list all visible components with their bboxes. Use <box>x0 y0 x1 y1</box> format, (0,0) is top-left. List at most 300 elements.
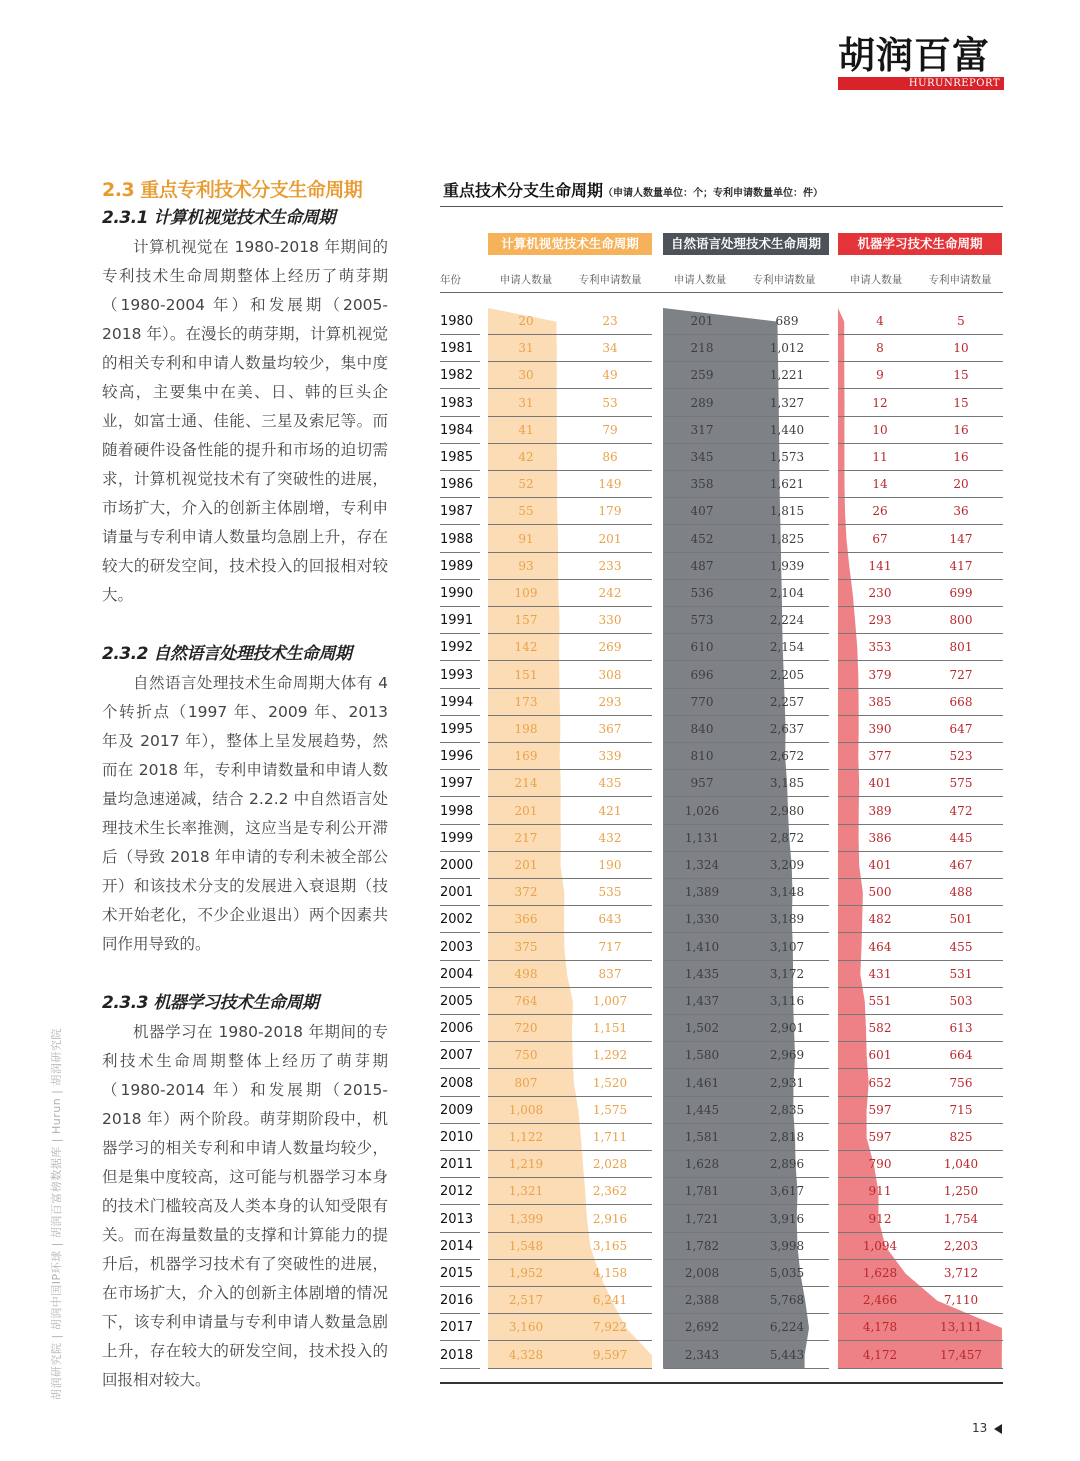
row-year: 1993 <box>440 667 474 683</box>
cv-applicants-cell: 142 <box>514 640 538 655</box>
col-header-ml-applicants: 申请人数量 <box>849 274 903 286</box>
ml-paragraph: 机器学习在 1980-2018 年期间的专利技术生命周期整体上经历了萌芽期（1980-2014 年）和发展期（2015-2018 年）两个阶段。萌芽期阶段中，机器学习的相关专利和申请人数量均较少，但是集中度较高，这可能与机器学习本身的技术门槛较高及人类本身的认知受限有关。而在海量数量的支撑和计算能力的提升后，机器学习技术有了突破性的进展，在市场扩大，介入的创新主体剧增的情况下，该专利申请量与专利申请人数量急剧上升，存在较大的研发空间，技术投入的回报相对较大。 <box>102 1023 388 1389</box>
cv-patents-cell: 1,151 <box>592 1021 628 1036</box>
table-row <box>440 390 1003 417</box>
table-row <box>440 1342 1003 1369</box>
nlp-patents-cell: 1,825 <box>769 531 805 546</box>
ml-patents-cell: 668 <box>949 694 973 709</box>
row-year: 1996 <box>440 749 474 765</box>
ml-patents-cell: 1,040 <box>943 1157 979 1172</box>
cv-patents-cell: 837 <box>598 966 622 981</box>
cv-applicants-cell: 214 <box>514 776 538 791</box>
ml-applicants-cell: 4 <box>876 314 884 328</box>
ml-patents-cell: 801 <box>949 640 973 655</box>
table-row <box>440 879 1003 906</box>
nlp-patents-cell: 1,621 <box>769 477 805 492</box>
row-year: 2002 <box>440 912 474 928</box>
cv-applicants-cell: 1,219 <box>508 1157 544 1172</box>
cv-patents-cell: 53 <box>602 395 618 410</box>
ml-patents-cell: 467 <box>949 858 973 872</box>
nlp-subtitle: 2.3.2 自然语言处理技术生命周期 <box>102 644 352 664</box>
ml-patents-cell: 800 <box>949 613 973 628</box>
ml-patents-cell: 455 <box>949 939 973 954</box>
ml-applicants-cell: 26 <box>872 504 888 519</box>
table-row <box>440 526 1003 553</box>
cv-applicants-cell: 93 <box>518 558 534 573</box>
nlp-patents-cell: 3,148 <box>769 885 805 900</box>
ml-applicants-cell: 377 <box>868 749 892 764</box>
nlp-applicants-cell: 2,692 <box>684 1320 720 1335</box>
cv-patents-cell: 149 <box>598 477 622 492</box>
nlp-patents-cell: 3,617 <box>769 1184 805 1199</box>
cv-applicants-cell: 20 <box>518 314 534 328</box>
table-row <box>440 1178 1003 1205</box>
table-row <box>440 825 1003 852</box>
cv-applicants-cell: 1,952 <box>508 1266 544 1280</box>
nlp-patents-cell: 2,980 <box>769 803 805 818</box>
row-year: 2005 <box>440 994 474 1009</box>
table-row <box>440 1124 1003 1151</box>
nlp-patents-cell: 3,209 <box>769 858 805 872</box>
table-row <box>440 689 1003 716</box>
nlp-applicants-cell: 1,435 <box>684 966 720 981</box>
nlp-applicants-cell: 452 <box>690 531 714 546</box>
nlp-applicants-cell: 1,581 <box>684 1130 720 1144</box>
row-year: 1999 <box>440 830 474 846</box>
table-row <box>440 988 1003 1015</box>
nlp-patents-cell: 1,327 <box>769 395 805 410</box>
ml-applicants-cell: 2,466 <box>862 1293 898 1308</box>
row-year: 2007 <box>440 1048 474 1064</box>
nlp-applicants-cell: 610 <box>690 640 714 655</box>
ml-patents-cell: 488 <box>949 885 973 900</box>
cv-patents-cell: 1,292 <box>592 1048 628 1063</box>
row-year: 1995 <box>440 722 474 737</box>
nlp-patents-cell: 2,257 <box>769 694 805 709</box>
table-row <box>440 1151 1003 1178</box>
row-year: 1984 <box>440 422 474 438</box>
nlp-patents-cell: 2,931 <box>769 1075 805 1090</box>
cv-patents-cell: 201 <box>598 531 622 546</box>
cv-patents-cell: 432 <box>598 830 622 845</box>
cv-patents-cell: 308 <box>598 667 622 682</box>
row-year: 2011 <box>440 1157 474 1173</box>
nlp-patents-cell: 3,107 <box>769 939 805 954</box>
ml-patents-cell: 36 <box>953 504 969 519</box>
nlp-patents-cell: 3,189 <box>769 912 805 927</box>
nlp-patents-cell: 5,035 <box>769 1266 805 1280</box>
row-year: 1986 <box>440 477 474 493</box>
ml-applicants-cell: 652 <box>868 1075 892 1090</box>
ml-patents-cell: 501 <box>949 912 973 927</box>
ml-patents-cell: 20 <box>953 477 969 492</box>
cv-patents-cell: 339 <box>598 749 622 764</box>
row-year: 2008 <box>440 1075 474 1091</box>
row-year: 1987 <box>440 504 474 520</box>
row-year: 2009 <box>440 1102 474 1118</box>
ml-patents-cell: 1,250 <box>943 1184 979 1199</box>
table-row <box>440 770 1003 797</box>
row-year: 2014 <box>440 1238 474 1254</box>
nlp-applicants-cell: 317 <box>690 422 714 437</box>
ml-applicants-cell: 431 <box>868 966 892 981</box>
ml-applicants-cell: 12 <box>872 395 888 410</box>
table-row <box>440 607 1003 634</box>
row-year: 2006 <box>440 1021 474 1037</box>
ml-applicants-cell: 11 <box>872 450 888 464</box>
cv-patents-cell: 4,158 <box>592 1266 628 1280</box>
ml-applicants-cell: 1,094 <box>862 1238 898 1253</box>
ml-applicants-cell: 597 <box>868 1130 892 1144</box>
nlp-applicants-cell: 1,721 <box>684 1211 720 1226</box>
nlp-patents-cell: 1,221 <box>769 368 805 383</box>
ml-patents-cell: 2,203 <box>943 1238 979 1253</box>
table-row <box>440 580 1003 607</box>
nlp-applicants-cell: 259 <box>690 368 714 383</box>
ml-applicants-cell: 912 <box>868 1211 892 1226</box>
ml-applicants-cell: 230 <box>868 586 892 600</box>
row-divider <box>664 1368 829 1369</box>
ml-patents-cell: 727 <box>949 667 973 682</box>
ml-patents-cell: 417 <box>949 558 973 573</box>
nlp-applicants-cell: 1,461 <box>684 1075 720 1090</box>
table-row <box>440 417 1003 444</box>
row-year: 2010 <box>440 1130 474 1145</box>
table-row <box>440 961 1003 988</box>
row-year: 1989 <box>440 558 474 574</box>
nlp-applicants-cell: 1,131 <box>684 830 720 845</box>
ml-applicants-cell: 379 <box>868 667 892 682</box>
nlp-applicants-cell: 536 <box>690 586 714 600</box>
table-row <box>440 1206 1003 1233</box>
nlp-patents-cell: 6,224 <box>769 1320 805 1335</box>
table-row <box>440 1314 1003 1341</box>
ml-applicants-cell: 551 <box>868 994 892 1008</box>
cv-patents-cell: 367 <box>598 722 622 736</box>
nlp-patents-cell: 1,939 <box>769 558 805 573</box>
row-divider <box>440 1368 480 1369</box>
table-row <box>440 634 1003 661</box>
nlp-applicants-cell: 1,445 <box>684 1102 720 1117</box>
cv-paragraph: 计算机视觉在 1980-2018 年期间的专利技术生命周期整体上经历了萌芽期（1980-2004 年）和发展期（2005-2018 年）。在漫长的萌芽期，计算机视觉的相关专利和申请人数量均较少，集中度较高，主要集中在美、日、韩的巨头企业，如富士通、佳能、三星及索尼等。而随着硬件设备性能的提升和市场的迫切需求，计算机视觉技术有了突破性的进展，市场扩大，介入的创新主体剧增，专利申请量与专利申请人数量均急剧上升，存在较大的研发空间，技术投入的回报相对较大。 <box>102 238 388 604</box>
ml-applicants-cell: 790 <box>868 1157 892 1172</box>
ml-applicants-cell: 4,178 <box>862 1320 898 1335</box>
nlp-patents-cell: 2,154 <box>769 640 805 655</box>
table-row <box>440 471 1003 498</box>
ml-patents-cell: 147 <box>949 531 973 546</box>
cv-applicants-cell: 169 <box>514 749 538 764</box>
row-year: 1997 <box>440 776 474 792</box>
cv-patents-cell: 242 <box>598 586 622 600</box>
table-row <box>440 1070 1003 1097</box>
table-row <box>440 553 1003 580</box>
ml-applicants-cell: 597 <box>868 1102 892 1117</box>
ml-applicants-cell: 386 <box>868 830 892 845</box>
cv-patents-cell: 293 <box>598 694 622 709</box>
nlp-patents-cell: 5,768 <box>769 1293 805 1308</box>
nlp-applicants-cell: 1,410 <box>684 939 720 954</box>
ml-applicants-cell: 8 <box>876 341 884 356</box>
ml-patents-cell: 7,110 <box>943 1293 979 1308</box>
table-row <box>440 444 1003 471</box>
table-row <box>440 662 1003 689</box>
nlp-patents-cell: 3,998 <box>769 1238 805 1253</box>
ml-patents-cell: 664 <box>949 1048 973 1063</box>
row-year: 2004 <box>440 966 474 982</box>
row-divider <box>838 1368 1003 1369</box>
col-header-nlp-patents: 专利申请数量 <box>752 274 816 286</box>
table-row <box>440 1233 1003 1260</box>
ml-patents-cell: 503 <box>949 994 973 1008</box>
nlp-applicants-cell: 2,343 <box>684 1347 720 1362</box>
row-year: 1988 <box>440 531 474 547</box>
ml-patents-cell: 531 <box>949 966 973 981</box>
cv-applicants-cell: 31 <box>518 341 534 356</box>
row-year: 1990 <box>440 586 474 601</box>
nlp-applicants-cell: 1,782 <box>684 1238 720 1253</box>
nlp-patents-cell: 3,916 <box>769 1211 805 1226</box>
ml-applicants-cell: 9 <box>876 368 884 383</box>
ml-patents-cell: 825 <box>949 1130 973 1144</box>
row-year: 1982 <box>440 368 474 384</box>
nlp-applicants-cell: 573 <box>690 613 714 628</box>
nlp-patents-cell: 2,818 <box>769 1130 805 1144</box>
ml-applicants-cell: 911 <box>868 1184 892 1199</box>
table-row <box>440 498 1003 525</box>
cv-patents-cell: 49 <box>602 368 618 383</box>
cv-applicants-cell: 750 <box>514 1048 538 1063</box>
table-row <box>440 1097 1003 1124</box>
cv-applicants-cell: 151 <box>514 667 538 682</box>
cv-applicants-cell: 375 <box>514 939 538 954</box>
ml-patents-cell: 5 <box>957 314 965 328</box>
ml-patents-cell: 10 <box>953 341 969 356</box>
ml-applicants-cell: 601 <box>868 1048 892 1063</box>
nlp-patents-cell: 2,969 <box>769 1048 805 1063</box>
cv-patents-cell: 643 <box>598 912 622 927</box>
cv-patents-cell: 190 <box>598 858 622 872</box>
cv-applicants-cell: 30 <box>518 368 534 383</box>
cv-patents-cell: 535 <box>598 885 622 900</box>
ml-patents-cell: 15 <box>953 395 969 410</box>
nlp-patents-cell: 2,896 <box>769 1157 805 1172</box>
cv-applicants-cell: 109 <box>514 586 538 600</box>
cv-applicants-cell: 720 <box>514 1021 538 1036</box>
nlp-applicants-cell: 1,026 <box>684 803 720 818</box>
nlp-applicants-cell: 1,330 <box>684 912 720 927</box>
row-year: 2017 <box>440 1320 474 1336</box>
cv-applicants-cell: 1,122 <box>508 1130 544 1144</box>
nlp-patents-cell: 1,440 <box>769 422 805 437</box>
cv-applicants-cell: 91 <box>518 531 534 546</box>
nlp-patents-cell: 2,901 <box>769 1021 805 1036</box>
section-title: 2.3 重点专利技术分支生命周期 <box>102 179 363 201</box>
nlp-patents-cell: 2,637 <box>769 722 805 736</box>
row-year: 2001 <box>440 885 474 901</box>
ml-patents-cell: 445 <box>949 830 973 845</box>
nlp-applicants-cell: 218 <box>690 341 714 356</box>
row-year: 2003 <box>440 939 474 955</box>
row-year: 1983 <box>440 395 474 411</box>
cv-applicants-cell: 1,008 <box>508 1102 544 1117</box>
page-number: 13 <box>972 1421 988 1435</box>
nlp-applicants-cell: 1,580 <box>684 1048 720 1063</box>
ml-applicants-cell: 401 <box>868 858 892 872</box>
table-title-main: 重点技术分支生命周期 <box>443 181 604 200</box>
cv-applicants-cell: 31 <box>518 395 534 410</box>
nlp-applicants-cell: 840 <box>690 722 714 736</box>
cv-applicants-cell: 764 <box>514 994 538 1008</box>
group-header-ml: 机器学习技术生命周期 <box>838 233 1002 255</box>
cv-applicants-cell: 42 <box>518 450 534 464</box>
nlp-patents-cell: 1,012 <box>769 341 805 356</box>
cv-patents-cell: 86 <box>602 450 618 464</box>
nlp-applicants-cell: 289 <box>690 395 714 410</box>
cv-applicants-cell: 372 <box>514 885 538 900</box>
cv-patents-cell: 1,711 <box>592 1130 628 1144</box>
ml-patents-cell: 16 <box>953 422 969 437</box>
nlp-applicants-cell: 1,324 <box>684 858 720 872</box>
ml-patents-cell: 715 <box>949 1102 973 1117</box>
col-header-nlp-applicants: 申请人数量 <box>673 274 727 286</box>
ml-patents-cell: 613 <box>949 1021 973 1036</box>
logo-cn-text: 胡润百富 <box>838 34 990 77</box>
nlp-patents-cell: 2,104 <box>769 586 805 600</box>
nlp-patents-cell: 2,872 <box>769 830 805 845</box>
cv-patents-cell: 717 <box>598 939 622 954</box>
cv-applicants-cell: 366 <box>514 912 538 927</box>
cv-patents-cell: 2,916 <box>592 1211 628 1226</box>
nlp-applicants-cell: 1,502 <box>684 1021 720 1036</box>
nlp-applicants-cell: 345 <box>690 450 714 464</box>
cv-patents-cell: 79 <box>602 422 618 437</box>
group-header-nlp: 自然语言处理技术生命周期 <box>663 233 829 255</box>
row-year: 1991 <box>440 613 474 629</box>
nlp-applicants-cell: 487 <box>690 558 714 573</box>
ml-patents-cell: 13,111 <box>940 1320 982 1335</box>
ml-applicants-cell: 293 <box>868 613 892 628</box>
ml-applicants-cell: 464 <box>868 939 892 954</box>
nlp-patents-cell: 3,172 <box>769 966 805 981</box>
nlp-patents-cell: 2,835 <box>769 1102 805 1117</box>
row-year: 2013 <box>440 1211 474 1227</box>
nlp-applicants-cell: 2,388 <box>684 1293 720 1308</box>
side-vertical-text: 胡润研究院 | 胡润中国IP环球 | 胡润百富榜数据库 | Hurun | 胡润研究院 <box>50 1028 63 1400</box>
ml-patents-cell: 699 <box>949 586 973 600</box>
ml-patents-cell: 647 <box>949 722 973 736</box>
ml-applicants-cell: 1,628 <box>862 1266 898 1280</box>
nlp-patents-cell: 1,573 <box>769 450 805 464</box>
cv-patents-cell: 6,241 <box>592 1293 628 1308</box>
row-year: 2018 <box>440 1347 474 1363</box>
nlp-applicants-cell: 1,389 <box>684 885 720 900</box>
row-year: 2000 <box>440 858 474 873</box>
table-row <box>440 716 1003 743</box>
nlp-patents-cell: 2,672 <box>769 749 805 764</box>
ml-patents-cell: 523 <box>949 749 973 764</box>
table-unit-note: （申请人数量单位：个；专利申请数量单位：件） <box>603 188 824 199</box>
col-header-cv-patents: 专利申请数量 <box>578 274 642 286</box>
ml-applicants-cell: 10 <box>872 422 888 437</box>
ml-applicants-cell: 14 <box>872 477 888 492</box>
nlp-patents-cell: 3,185 <box>769 776 805 791</box>
ml-patents-cell: 3,712 <box>943 1266 979 1280</box>
ml-patents-cell: 756 <box>949 1075 973 1090</box>
ml-applicants-cell: 353 <box>868 640 892 655</box>
cv-patents-cell: 421 <box>598 803 622 818</box>
table-row <box>440 1287 1003 1314</box>
nlp-applicants-cell: 358 <box>690 477 714 492</box>
cv-patents-cell: 1,520 <box>592 1075 628 1090</box>
cv-patents-cell: 2,362 <box>592 1184 628 1199</box>
cv-patents-cell: 7,922 <box>592 1320 628 1335</box>
page-arrow-icon <box>994 1424 1002 1434</box>
logo-en-text: HURUNREPORT <box>838 77 1004 90</box>
nlp-paragraph: 自然语言处理技术生命周期大体有 4 个转折点（1997 年、2009 年、2013 年及 2017 年），整体上呈发展趋势，然而在 2018 年，专利申请数量和申请人数量均急速递减，结合 2.2.2 中自然语言处理技术生长率推测，这应当是专利公开滞后（导致 2018 年申请的专利未被全部公开）和该技术分支的发展进入衰退期（技术开始老化，不少企业退出）两个因素共同作用导致的。 <box>102 674 388 953</box>
ml-applicants-cell: 141 <box>868 558 892 573</box>
row-year: 2012 <box>440 1184 474 1200</box>
table-row <box>440 906 1003 933</box>
row-year: 1980 <box>440 314 474 329</box>
nlp-patents-cell: 5,443 <box>769 1347 805 1362</box>
cv-applicants-cell: 498 <box>514 966 538 981</box>
cv-patents-cell: 2,028 <box>592 1157 628 1172</box>
nlp-patents-cell: 3,116 <box>769 994 805 1008</box>
ml-subtitle: 2.3.3 机器学习技术生命周期 <box>102 993 319 1013</box>
ml-applicants-cell: 401 <box>868 776 892 791</box>
cv-patents-cell: 179 <box>598 504 622 519</box>
cv-applicants-cell: 55 <box>518 504 534 519</box>
cv-patents-cell: 9,597 <box>592 1347 628 1362</box>
row-year: 1994 <box>440 694 474 710</box>
cv-applicants-cell: 1,548 <box>508 1238 544 1253</box>
row-year: 1981 <box>440 341 474 357</box>
cv-applicants-cell: 3,160 <box>508 1320 544 1335</box>
ml-applicants-cell: 582 <box>868 1021 892 1036</box>
cv-applicants-cell: 201 <box>514 858 538 872</box>
ml-applicants-cell: 385 <box>868 694 892 709</box>
cv-applicants-cell: 52 <box>518 477 534 492</box>
table-row <box>440 798 1003 825</box>
cv-patents-cell: 3,165 <box>592 1238 628 1253</box>
cv-applicants-cell: 201 <box>514 803 538 818</box>
ml-applicants-cell: 482 <box>868 912 892 927</box>
ml-applicants-cell: 390 <box>868 722 892 736</box>
row-year: 2016 <box>440 1293 474 1309</box>
table-row <box>440 362 1003 389</box>
cv-subtitle: 2.3.1 计算机视觉技术生命周期 <box>102 208 335 228</box>
cv-patents-cell: 23 <box>602 314 618 328</box>
nlp-applicants-cell: 407 <box>690 504 714 519</box>
nlp-applicants-cell: 957 <box>690 776 714 791</box>
nlp-patents-cell: 2,224 <box>769 613 805 628</box>
table-bottom-rule <box>440 1382 1003 1384</box>
header-divider <box>440 292 1003 293</box>
table-row <box>440 1015 1003 1042</box>
nlp-applicants-cell: 201 <box>690 314 714 328</box>
group-header-cv: 计算机视觉技术生命周期 <box>488 233 652 255</box>
cv-patents-cell: 435 <box>598 776 622 791</box>
col-header-ml-patents: 专利申请数量 <box>928 274 992 286</box>
cv-patents-cell: 233 <box>598 558 622 573</box>
cv-applicants-cell: 217 <box>514 830 538 845</box>
cv-applicants-cell: 41 <box>518 422 534 437</box>
table-row <box>440 335 1003 362</box>
nlp-applicants-cell: 696 <box>690 667 714 682</box>
table-row <box>440 852 1003 879</box>
ml-patents-cell: 575 <box>949 776 973 791</box>
ml-patents-cell: 1,754 <box>943 1211 979 1226</box>
